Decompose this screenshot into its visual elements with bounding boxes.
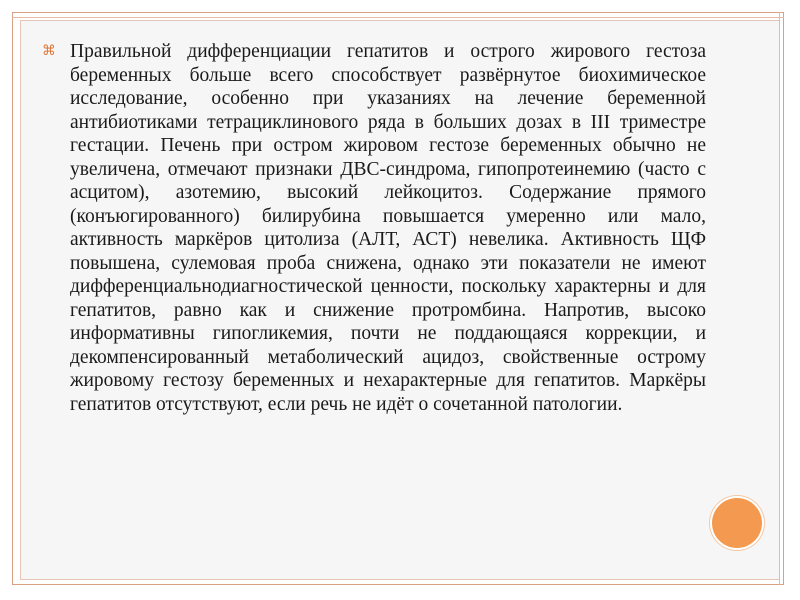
frame-right-line xyxy=(779,12,780,585)
bullet-block xyxy=(42,40,706,416)
accent-circle-decoration xyxy=(712,498,762,548)
body-paragraph: Правильной дифференциации гепатитов и острого жирового гестоза беременных больше всего способствует развёрнутое биохимическое исследование, особенно при указаниях на лечение беременной антибиотиками тетрациклинового ряда в больших дозах в III триместре гестации. Печень при остром жировом гестозе беременных обычно не увеличена, отмечают признаки ДВС-синдрома, гипопротеинемию (часто с асцитом), азотемию, высокий лейкоцитоз. Содержание прямого (конъюгированного) билирубина повышается умеренно или мало, активность маркёров цитолиза (АЛТ, АСТ) невелика. Активность ЩФ повышена, сулемовая проба снижена, однако эти показатели не имеют дифференциальнодиагностической ценности, поскольку характерны и для гепатитов, равно как и снижение протромбина. Напротив, высоко информативны гипогликемия, почти не поддающаяся коррекции, и декомпенсированный метаболический ацидоз, свойственные острому жировому гестозу беременных и нехарактерные для гепатитов. Маркёры гепатитов отсутствуют, если речь не идёт о сочетанной патологии. xyxy=(70,41,706,415)
bullet-icon: ⌘ xyxy=(42,43,56,59)
frame-top-line xyxy=(12,17,784,18)
